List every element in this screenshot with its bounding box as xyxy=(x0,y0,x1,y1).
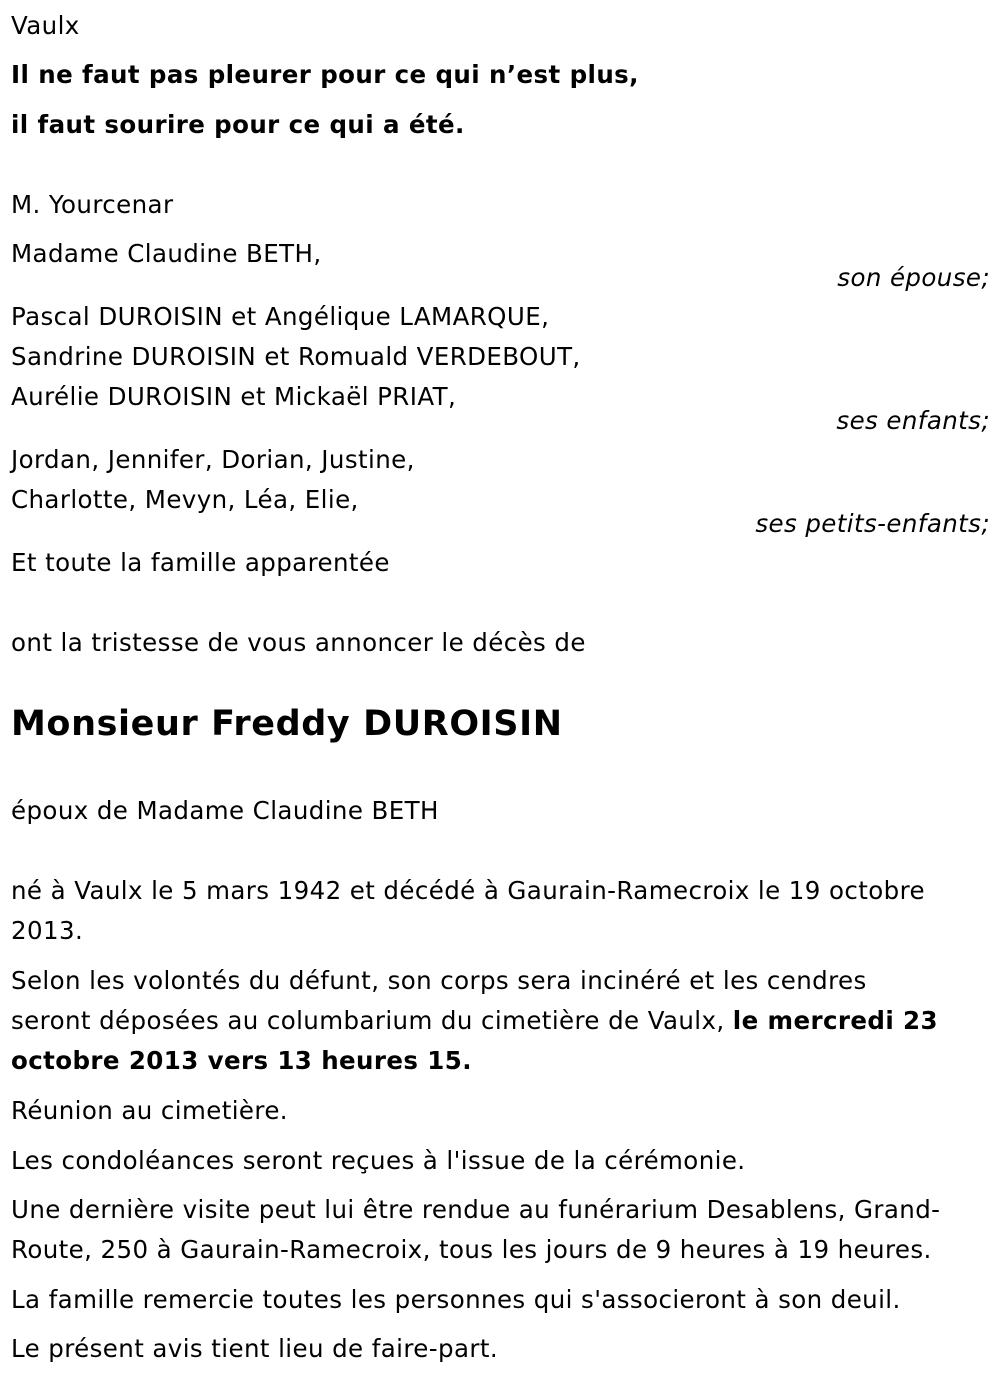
children-role: ses enfants; xyxy=(836,406,990,435)
wishes-line-2 xyxy=(11,1001,938,1041)
ceremony-date-part-1: le mercredi 23 xyxy=(732,1006,938,1035)
condolences-text: Les condoléances seront reçues à l'issue de la cérémonie. xyxy=(11,1146,746,1175)
spouse-role: son épouse; xyxy=(837,263,990,292)
spouse-of-text: époux de Madame Claudine BETH xyxy=(11,796,439,825)
announcement-text: ont la tristesse de vous annoncer le décès de xyxy=(11,628,586,657)
grandchildren-role: ses petits-enfants; xyxy=(755,509,990,538)
ceremony-date-part-2: octobre 2013 vers 13 heures 15. xyxy=(11,1046,472,1075)
grandchildren-line-2: Charlotte, Mevyn, Léa, Elie, xyxy=(11,485,359,514)
thanks-text: La famille remercie toutes les personnes qui s'associeront à son deuil. xyxy=(11,1285,901,1314)
notice-text: Le présent avis tient lieu de faire-part. xyxy=(11,1334,499,1363)
grandchildren-line-1: Jordan, Jennifer, Dorian, Justine, xyxy=(11,445,415,474)
quote-author: M. Yourcenar xyxy=(11,190,174,219)
wishes-line-1: Selon les volontés du défunt, son corps sera incinéré et les cendres xyxy=(11,966,867,995)
quote-line-2: il faut sourire pour ce qui a été. xyxy=(11,110,465,139)
meeting-text: Réunion au cimetière. xyxy=(11,1096,288,1125)
birth-death-line-1: né à Vaulx le 5 mars 1942 et décédé à Gaurain-Ramecroix le 19 octobre xyxy=(11,876,925,905)
place-heading: Vaulx xyxy=(11,11,80,40)
wishes-line-2-normal: seront déposées au columbarium du cimetière de Vaulx, xyxy=(11,1006,733,1035)
child-line-3: Aurélie DUROISIN et Mickaël PRIAT, xyxy=(11,382,457,411)
spouse-name: Madame Claudine BETH, xyxy=(11,239,322,268)
child-line-2: Sandrine DUROISIN et Romuald VERDEBOUT, xyxy=(11,342,581,371)
birth-death-line-2: 2013. xyxy=(11,916,84,945)
visit-line-1: Une dernière visite peut lui être rendue au funérarium Desablens, Grand- xyxy=(11,1195,941,1224)
deceased-name: Monsieur Freddy DUROISIN xyxy=(11,704,563,744)
quote-line-1: Il ne faut pas pleurer pour ce qui n’est plus, xyxy=(11,60,639,89)
visit-line-2: Route, 250 à Gaurain-Ramecroix, tous les jours de 9 heures à 19 heures. xyxy=(11,1235,932,1264)
extended-family: Et toute la famille apparentée xyxy=(11,548,390,577)
child-line-1: Pascal DUROISIN et Angélique LAMARQUE, xyxy=(11,302,550,331)
